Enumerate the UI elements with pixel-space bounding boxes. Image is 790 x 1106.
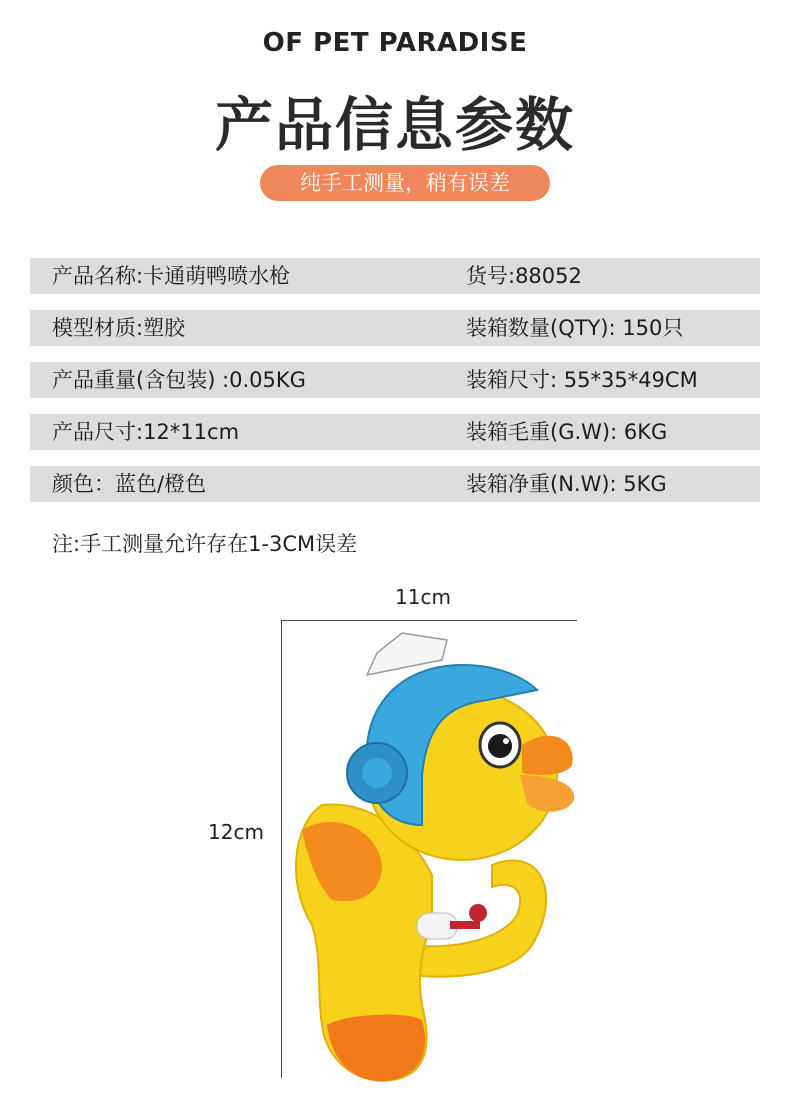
height-label: 12cm xyxy=(208,820,264,844)
product-image xyxy=(282,625,582,1085)
spec-item-number: 货号:88052 xyxy=(466,264,582,288)
spec-row xyxy=(30,362,760,398)
spec-product-name: 产品名称:卡通萌鸭喷水枪 xyxy=(52,264,291,288)
width-label: 11cm xyxy=(395,585,451,609)
measurement-badge: 纯手工测量，稍有误差 xyxy=(260,165,550,201)
spec-net-weight: 装箱净重(N.W): 5KG xyxy=(466,472,667,496)
measurement-note: 注:手工测量允许存在1-3CM误差 xyxy=(52,532,358,556)
spec-product-size: 产品尺寸:12*11cm xyxy=(52,420,240,444)
width-dimension-line xyxy=(281,620,577,621)
spec-row xyxy=(30,258,760,294)
spec-material: 模型材质:塑胶 xyxy=(52,316,186,340)
spec-weight: 产品重量(含包装) :0.05KG xyxy=(52,368,306,392)
spec-gross-weight: 装箱毛重(G.W): 6KG xyxy=(466,420,668,444)
brand-subtitle: OF PET PARADISE xyxy=(262,28,528,58)
spec-color: 颜色：蓝色/橙色 xyxy=(52,472,207,496)
spec-row xyxy=(30,466,760,502)
page-title: 产品信息参数 xyxy=(214,91,575,159)
spec-row xyxy=(30,414,760,450)
spec-carton-qty: 装箱数量(QTY): 150只 xyxy=(466,316,684,340)
spec-carton-size: 装箱尺寸: 55*35*49CM xyxy=(466,368,698,392)
spec-row xyxy=(30,310,760,346)
